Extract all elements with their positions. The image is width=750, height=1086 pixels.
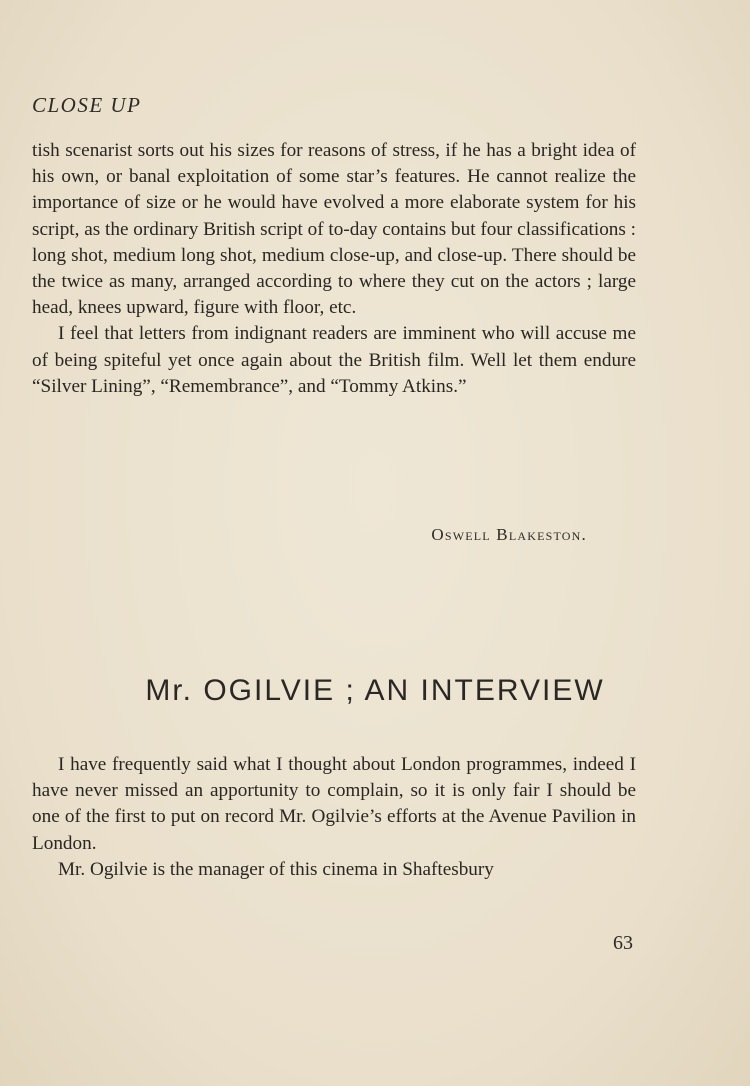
page-number: 63 xyxy=(613,932,633,954)
section-1-body xyxy=(32,138,636,400)
paragraph: Mr. Ogilvie is the manager of this cinema in Shaftesbury xyxy=(58,858,494,880)
paragraph: I have frequently said what I thought about London programmes, indeed I have never missed an apportunity to complain, so it is only fair I should be one of the first to put on record Mr. Ogilvie’s efforts at the Avenue Pavilion in London. xyxy=(32,754,636,854)
paragraph: I feel that letters from indignant readers are imminent who will accuse me of being spiteful yet once again about the British film. Well let them endure “Silver Lining”, “Remembrance”, and “Tommy Atkins.” xyxy=(32,323,636,397)
section-2-body xyxy=(32,752,636,883)
author-signature: Oswell Blakeston. xyxy=(431,525,587,544)
article-title: Mr. OGILVIE ; AN INTERVIEW xyxy=(145,674,605,707)
paragraph: tish scenarist sorts out his sizes for reasons of stress, if he has a bright idea of his own, or banal exploitation of some star’s features. He cannot realize the importance of size or he would have evolved a more elaborate system for his script, as the ordinary British script of to-day contains but four classifications : long shot, medium long shot, medium close-up, and close-up. There should be the twice as many, arranged according to where they cut on the actors ; large head, knees upward, figure with floor, etc. xyxy=(32,140,636,319)
running-head: CLOSE UP xyxy=(32,93,142,117)
